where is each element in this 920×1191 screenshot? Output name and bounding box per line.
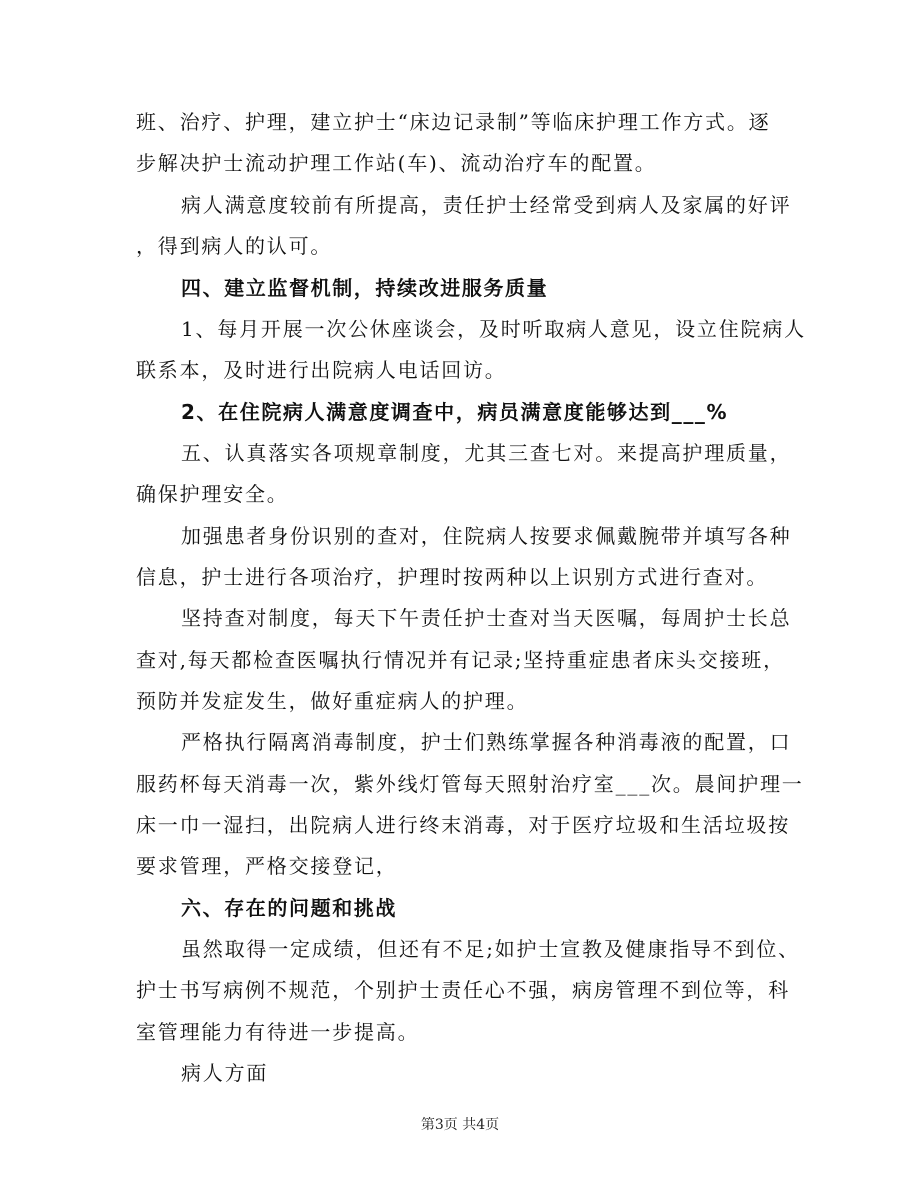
section-heading: 2、在住院病人满意度调查中，病员满意度能够达到___%: [181, 400, 729, 424]
text-line: 严格执行隔离消毒制度，护士们熟练掌握各种消毒液的配置，口: [181, 730, 792, 754]
text-line: 虽然取得一定成绩，但还有不足;如护士宣教及健康指导不到位、: [181, 937, 800, 961]
text-line: 服药杯每天消毒一次，紫外线灯管每天照射治疗室___次。晨间护理一: [136, 772, 804, 796]
text-line: ，得到病人的认可。: [136, 234, 333, 258]
page-number: 第3页 共4页: [420, 1117, 500, 1133]
text-line: 联系本，及时进行出院病人电话回访。: [136, 358, 507, 382]
text-line: 预防并发症发生，做好重症病人的护理。: [136, 689, 529, 713]
text-line: 室管理能力有待进一步提高。: [136, 1020, 420, 1044]
text-line: 信息，护士进行各项治疗，护理时按两种以上识别方式进行查对。: [136, 565, 769, 589]
text-line: 五、认真落实各项规章制度，尤其三查七对。来提高护理质量，: [181, 441, 792, 465]
text-line: 班、治疗、护理，建立护士“床边记录制”等临床护理工作方式。逐: [136, 110, 771, 134]
text-line: 步解决护士流动护理工作站(车)、流动治疗车的配置。: [136, 151, 657, 175]
text-line: 确保护理安全。: [136, 482, 289, 506]
text-line: 加强患者身份识别的查对，住院病人按要求佩戴腕带并填写各种: [181, 524, 792, 548]
text-line: 病人满意度较前有所提高，责任护士经常受到病人及家属的好评: [181, 193, 792, 217]
text-line: 要求管理，严格交接登记，: [136, 854, 398, 878]
section-heading: 六、存在的问题和挑战: [181, 896, 397, 920]
text-line: 病人方面: [181, 1061, 269, 1085]
text-line: 床一巾一湿扫，出院病人进行终末消毒，对于医疗垃圾和生活垃圾按: [136, 813, 790, 837]
text-line: 查对,每天都检查医嘱执行情况并有记录;坚持重症患者床头交接班，: [136, 648, 785, 672]
text-line: 坚持查对制度，每天下午责任护士查对当天医嘱，每周护士长总: [181, 606, 792, 630]
text-line: 护士书写病例不规范，个别护士责任心不强，病房管理不到位等，科: [136, 978, 790, 1002]
section-heading: 四、建立监督机制，持续改进服务质量: [181, 276, 549, 300]
text-line: 1、每月开展一次公休座谈会，及时听取病人意见，设立住院病人: [181, 317, 806, 341]
